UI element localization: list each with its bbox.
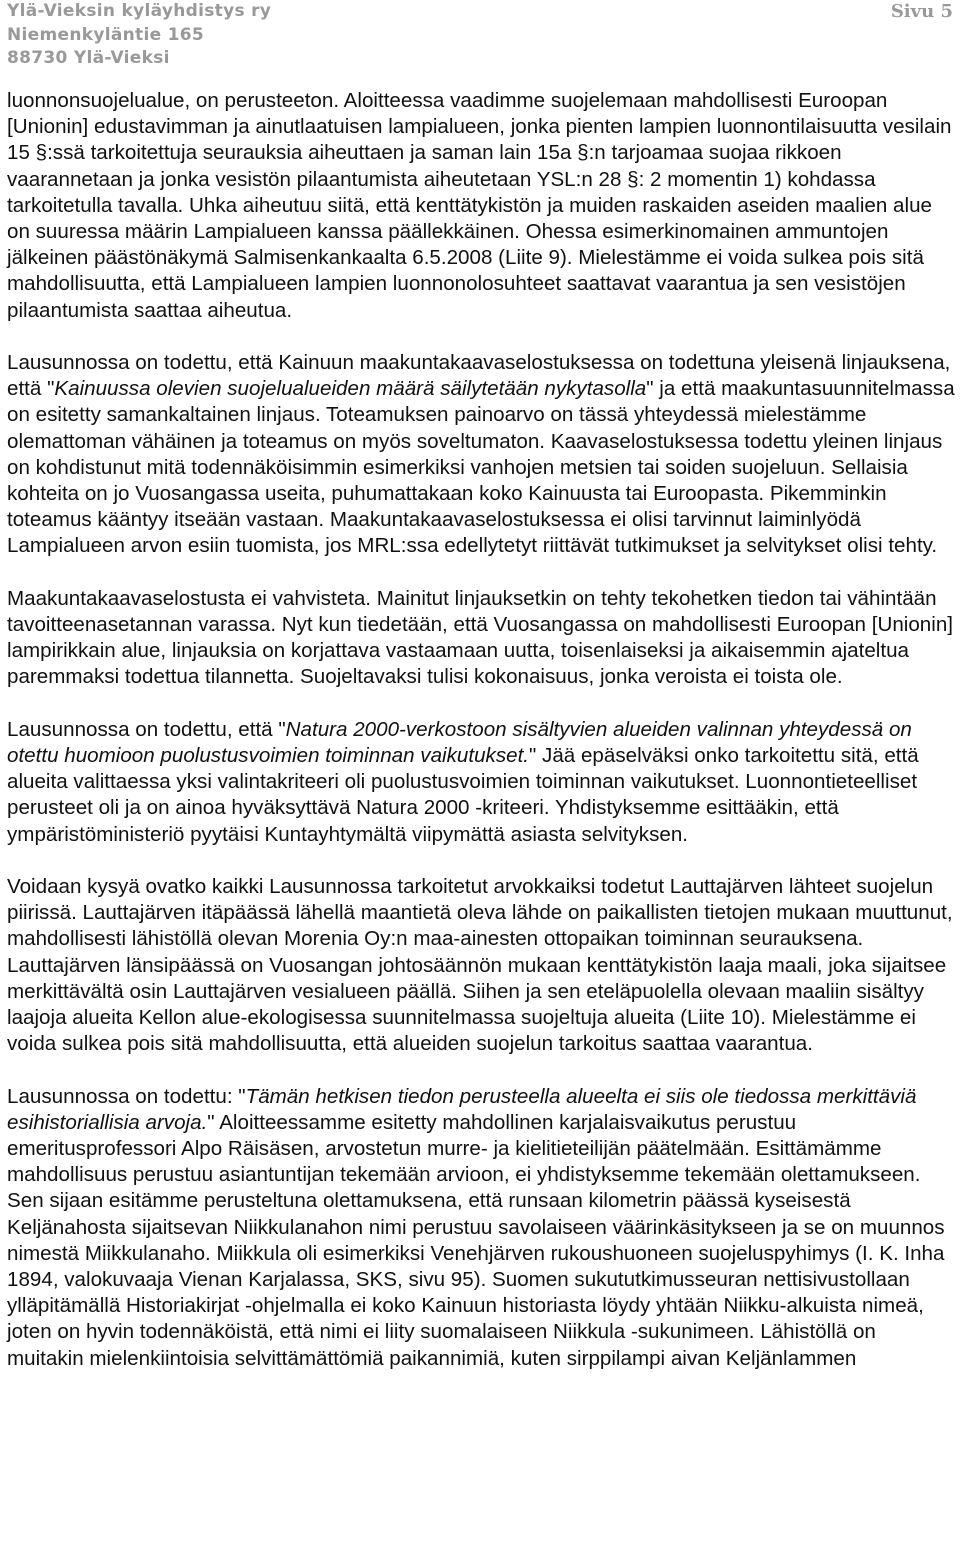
- quoted-text: Natura 2000-verkostoon sisältyvien alueiden valinnan yhteydessä on otettu huomioon puolustusvoimien toiminnan vaikutukset.: [7, 717, 912, 768]
- body-paragraph: [7, 350, 955, 560]
- paragraph-text: " Jää epäselväksi onko tarkoitettu sitä, että alueita valittaessa yksi valintakriteeri oli puolustusvoimien toiminnan vaikutukset. Luonnontieteelliset perusteet oli ja on ainoa hyväksyttävä Natura 2000 -kriteeri. Yhdistyksemme esittääkin, että ympäristöministeriö pyytäisi Kuntayhtymältä viipymättä asiasta selvityksen.: [7, 744, 919, 846]
- paragraph-text: " ja että maakuntasuunnitelmassa on esitetty samankaltainen linjaus. Toteamuksen painoarvo on tässä yhteydessä mielestämme olemattoman vähäinen ja toteamus on myös soveltumaton. Kaavaselostuksessa todettu yleinen linjaus on kohdistunut mitä todennäköisimmin esimerkiksi vanhojen metsien tai soiden suojeluun. Sellaisia kohteita on jo Vuosangassa useita, puhumattakaan koko Kainuusta tai Euroopasta. Pikemminkin toteamus kääntyy itseään vastaan. Maakuntakaavaselostuksessa ei olisi tarvinnut laiminlyödä Lampialueen arvon esiin tuomista, jos MRL:ssa edellytetyt riittävät tutkimukset ja selvitykset olisi tehty.: [7, 377, 955, 558]
- body-paragraph: [7, 88, 955, 324]
- body-paragraph: [7, 586, 955, 691]
- page-number: Sivu 5: [890, 1, 953, 22]
- body-paragraph: [7, 1084, 955, 1372]
- letterhead: [7, 0, 953, 72]
- paragraph-text: " Aloitteessamme esitetty mahdollinen karjalaisvaikutus perustuu emeritusprofessori Alpo Räisäsen, arvostetun murre- ja kielitieteilijän päätelmään. Esittämämme mahdollisuus perustuu asiantuntijan tekemään arvioon, ei yhdistyksemme tekemään olettamukseen. Sen sijaan esitämme perusteltuna olettamuksena, että runsaan kilometrin päässä kyseisestä Keljänahosta sijaitsevan Niikkulanahon nimi perustuu savolaiseen väärinkäsitykseen ja se on muunnos nimestä Miikkulanaho. Miikkula oli esimerkiksi Venehjärven rukoushuoneen suojeluspyhimys (I. K. Inha 1894, valokuvaaja Vienan Karjalassa, SKS, sivu 95). Suomen sukututkimusseuran nettisivustollaan ylläpitämällä Historiakirjat -ohjelmalla ei koko Kainuun historiasta löydy yhtään Niikku-alkuista nimeä, joten on hyvin todennäköistä, että nimi ei liity suomalaiseen Niikkula -sukunimeen. Lähistöllä on muitakin mielenkiintoisia selvittämättömiä paikannimiä, kuten sirppilampi aivan Keljänlammen: [7, 1110, 945, 1370]
- paragraph-text: luonnonsuojelualue, on perusteeton. Aloitteessa vaadimme suojelemaan mahdollisesti Euroopan [Unionin] edustavimman ja ainutlaatuisen lampialueen, jonka pienten lampien luonnontilaisuutta vesilain 15 §:ssä tarkoitettuja seurauksia aiheuttaen ja saman lain 15a §:n tarjoamaa suojaa rikkoen vaarannetaan ja jonka vesistön pilaantumista aiheutetaan YSL:n 28 §: 2 momentin 1) kohdassa tarkoitetulla tavalla. Uhka aiheutuu siitä, että kenttätykistön ja muiden raskaiden aseiden maalien alue on suuressa määrin Lampialueen kanssa päällekkäinen. Ohessa esimerkinomainen ammuntojen jälkeinen päästönäkymä Salmisenkankaalta 6.5.2008 (Liite 9). Mielestämme ei voida sulkea pois sitä mahdollisuutta, että Lampialueen lampien luonnonolosuhteet saattavat vaarantua ja sen vesistöjen pilaantumista saattaa aiheutua.: [7, 89, 952, 322]
- paragraph-text: Lausunnossa on todettu: ": [7, 1084, 246, 1108]
- paragraph-text: Lausunnossa on todettu, että ": [7, 717, 286, 741]
- paragraph-text: Voidaan kysyä ovatko kaikki Lausunnossa tarkoitetut arvokkaiksi todetut Lauttajärven lähteet suojelun piirissä. Lauttajärven itäpäässä lähellä maantietä oleva lähde on paikallisten tietojen mukaan muuttunut, mahdollisesti lähistöllä olevan Morenia Oy:n maa-ainesten ottopaikan toiminnan seurauksena. Lauttajärven länsipäässä on Vuosangan johtosäännön mukaan kenttätykistön laaja maali, joka sijaitsee merkittävältä osin Lauttajärven vesialueen päällä. Siihen ja sen eteläpuolella olevaan maaliin sisältyy laajoja alueita Kellon alue-ekologisessa suunnitelmassa suojeltuja alueita (Liite 10). Mielestämme ei voida sulkea pois sitä mahdollisuutta, että alueiden suojelun tarkoitus saattaa vaarantua.: [7, 875, 953, 1056]
- organization-name: Ylä-Vieksin kyläyhdistys ry: [7, 1, 272, 21]
- postal-address: 88730 Ylä-Vieksi: [7, 48, 170, 68]
- document-body: [7, 88, 955, 1398]
- paragraph-text: Lausunnossa on todettu, että Kainuun maakuntakaavaselostuksessa on todettuna yleisenä linjauksena, että ": [7, 351, 951, 401]
- paragraph-text: Maakuntakaavaselostusta ei vahvisteta. Mainitut linjauksetkin on tehty tekohetken tiedon tai vähintään tavoitteenasetannan varassa. Nyt kun tiedetään, että Vuosangassa on mahdollisesti Euroopan [Unionin] lampirikkain alue, linjauksia on korjattava vastaamaan uutta, toisenlaiseksi ja aikaisemmin ajateltua paremmaksi todettua tilannetta. Suojeltavaksi tulisi kokonaisuus, jonka veroista ei toista ole.: [7, 586, 954, 689]
- quoted-text: Kainuussa olevien suojelualueiden määrä säilytetään nykytasolla: [54, 377, 647, 401]
- quoted-text: Tämän hetkisen tiedon perusteella alueelta ei siis ole tiedossa merkittäviä esihistoriallisia arvoja.: [7, 1084, 917, 1134]
- street-address: Niemenkyläntie 165: [7, 24, 205, 45]
- body-paragraph: [7, 717, 955, 848]
- body-paragraph: [7, 874, 955, 1057]
